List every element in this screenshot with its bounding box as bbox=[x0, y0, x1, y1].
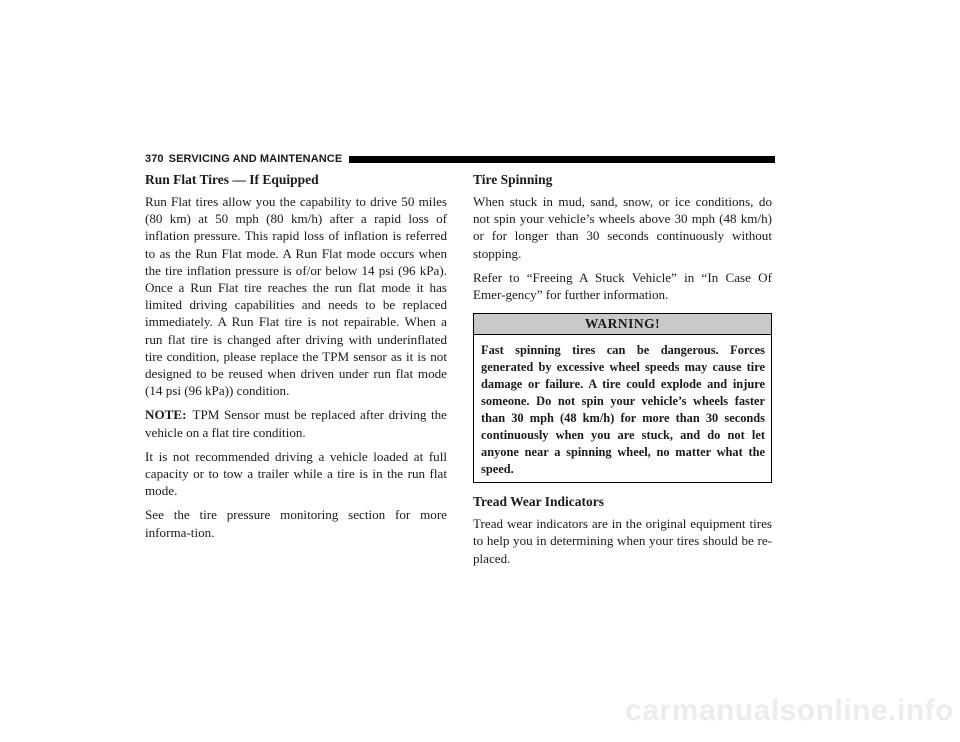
tread-wear-paragraph: Tread wear indicators are in the original equipment tires to help you in determining when your tires should be re-placed. bbox=[473, 516, 772, 566]
run-flat-heading: Run Flat Tires — If Equipped bbox=[145, 172, 319, 187]
section-title: SERVICING AND MAINTENANCE bbox=[168, 153, 343, 165]
note-label: NOTE: bbox=[145, 407, 187, 423]
warning-title: WARNING! bbox=[474, 314, 771, 335]
page-header bbox=[145, 152, 775, 166]
see-tire-paragraph: See the tire pressure monitoring section for more informa-tion. bbox=[145, 507, 447, 540]
note-text: TPM Sensor must be replaced after driving the vehicle on a flat tire condition. bbox=[145, 407, 447, 440]
tread-wear-heading: Tread Wear Indicators bbox=[473, 494, 605, 510]
note-paragraph bbox=[145, 406, 447, 440]
run-flat-paragraph: Run Flat tires allow you the capability to drive 50 miles (80 km) at 50 mph (80 km/h) after a rapid loss of inflation pressure. This rapid loss of inflation is referred to as the Run Flat mode. A Run Flat mode occurs when the tire inflation pressure is of/or below 14 psi (96 kPa). Once a Run Flat tire reaches the run flat mode it has limited driving capabilities and needs to be replaced immediately. A Run Flat tire is not repairable. When a run flat tire is changed after driving with underinflated tire condition, please replace the TPM sensor as it is not designed to be reused when driven under run flat mode (14 psi (96 kPa)) condition. bbox=[145, 194, 447, 399]
page-number: 370 bbox=[145, 153, 164, 165]
warning-box bbox=[473, 313, 772, 483]
warning-text: Fast spinning tires can be dangerous. Forces generated by excessive wheel speeds may cause tire damage or failure. A tire could explode and injure someone. Do not spin your vehicle’s wheels faster than 30 mph (48 km/h) for more than 30 seconds continuously when you are stuck, and do not let anyone near a spinning wheel, no matter what the speed. bbox=[481, 343, 765, 477]
refer-paragraph: Refer to “Freeing A Stuck Vehicle” in “In Case Of Emer-gency” for further information. bbox=[473, 269, 772, 303]
tire-spinning-heading: Tire Spinning bbox=[473, 172, 553, 187]
left-column bbox=[145, 171, 447, 548]
header-rule bbox=[349, 156, 775, 163]
tire-spinning-paragraph: When stuck in mud, sand, snow, or ice conditions, do not spin your vehicle’s wheels above 30 mph (48 km/h) or for longer than 30 seconds continuously without stopping. bbox=[473, 194, 772, 261]
right-column bbox=[473, 171, 772, 574]
watermark: carmanualsonline.info bbox=[625, 694, 954, 727]
loaded-paragraph: It is not recommended driving a vehicle loaded at full capacity or to tow a trailer while a tire is in the run flat mode. bbox=[145, 448, 447, 499]
